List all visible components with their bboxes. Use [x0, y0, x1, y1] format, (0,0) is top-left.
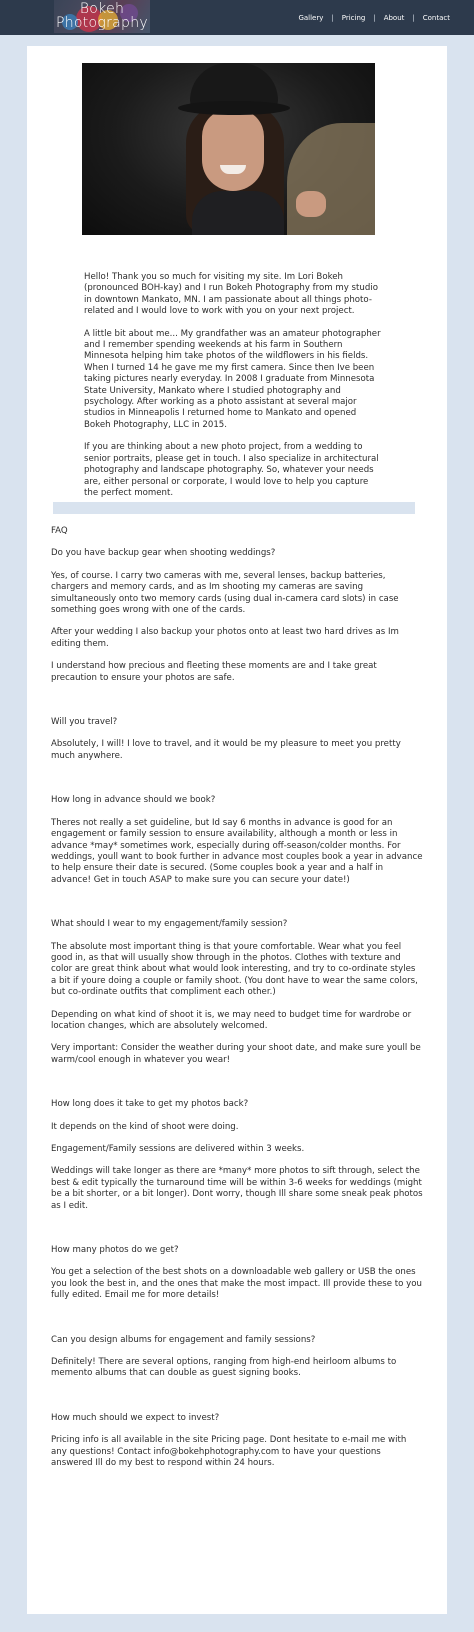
- faq-question: Will you travel?: [51, 717, 118, 728]
- faq-answer: Depending on what kind of shoot it is, we may need to budget time for wardrobe or location changes, which are absolutely welcomed.: [51, 1009, 412, 1031]
- logo-text-line2: Photography: [55, 15, 149, 31]
- faq-answer: Weddings will take longer as there are *many* more photos to sift through, select the best & edit typically the turnaround time will be within 3-6 weeks for weddings (might be a bit shorter, or a bit longer). Dont worry, though Ill share some sneak peak photos as I edit.: [51, 1166, 423, 1211]
- faq-question: How long does it take to get my photos back?: [51, 1099, 249, 1110]
- faq-answer: Absolutely, I will! I love to travel, and it would be my pleasure to meet you pretty much anywhere.: [51, 739, 401, 761]
- faq-answer: Pricing info is all available in the site Pricing page. Dont hesitate to e-mail me with any questions! Contact info@bokehphotography.com to have your questions answered Ill do my best to respond within 24 hours.: [51, 1435, 407, 1469]
- faq-item: [51, 795, 423, 886]
- intro-section: [84, 272, 384, 510]
- photo-face: [202, 109, 264, 191]
- intro-paragraph: If you are thinking about a new photo project, from a wedding to senior portraits, please get in touch. I also specialize in architectural photography and landscape photography. So, whatever your needs are, either personal or corporate, I would love to help you capture the perfect moment.: [84, 442, 379, 498]
- faq-answer: Very important: Consider the weather during your shoot date, and make sure youll be warm/cool enough in whatever you wear!: [51, 1043, 421, 1065]
- faq-section: [51, 526, 423, 1503]
- faq-question: How long in advance should we book?: [51, 795, 216, 806]
- faq-item: [51, 717, 423, 762]
- faq-answer: I understand how precious and fleeting these moments are and I take great precaution to ensure your photos are safe.: [51, 661, 377, 683]
- faq-answer: You get a selection of the best shots on a downloadable web gallery or USB the ones you look the best in, and the ones that make the most impact. Ill provide these to you fully edited. Email me for more details!: [51, 1267, 422, 1301]
- nav-separator: |: [331, 13, 334, 22]
- content-card: [27, 46, 447, 1614]
- photo-shirt: [192, 191, 284, 235]
- site-logo[interactable]: [54, 0, 150, 33]
- nav-link-pricing[interactable]: Pricing: [341, 13, 366, 22]
- faq-item: [51, 1335, 423, 1380]
- intro-paragraph: Hello! Thank you so much for visiting my site. Im Lori Bokeh (pronounced BOH-kay) and I run Bokeh Photography from my studio in downtown Mankato, MN. I am passionate about all things photo-related and I would love to work with you on your next project.: [84, 272, 378, 317]
- nav-links: [298, 0, 450, 35]
- nav-separator: |: [412, 13, 415, 22]
- nav-link-gallery[interactable]: Gallery: [298, 13, 324, 22]
- faq-answer: The absolute most important thing is that youre comfortable. Wear what you feel good in, as that will usually show through in the photos. Clothes with texture and color are great think about what would look interesting, and try to co-ordinate styles a bit if youre doing a couple or family shoot. (You dont have to wear the same colors, but co-ordinate outfits that compliment each other.): [51, 941, 418, 998]
- faq-question: Do you have backup gear when shooting weddings?: [51, 548, 276, 559]
- faq-question: What should I wear to my engagement/family session?: [51, 919, 288, 930]
- faq-answer: Yes, of course. I carry two cameras with me, several lenses, backup batteries, chargers and memory cards, and as Im shooting my cameras are saving simultaneously onto two memory cards (using dual in-camera card slots) in case something goes wrong with one of the cards.: [51, 570, 399, 616]
- faq-question: How much should we expect to invest?: [51, 1412, 220, 1423]
- faq-answer: Theres not really a set guideline, but Id say 6 months in advance is good for an engagement or family session to ensure availability, although a month or less in advance *may* sometimes work, especially during off-season/colder months. For weddings, youll want to book further in advance most couples book a year in advance to help ensure their date is secured. (Some couples book a year and a half in advance! Get in touch ASAP to make sure you can secure your date!): [51, 817, 423, 885]
- faq-answer: Engagement/Family sessions are delivered within 3 weeks.: [51, 1144, 305, 1154]
- faq-item: [51, 1413, 423, 1470]
- faq-answer: It depends on the kind of shoot were doing.: [51, 1121, 239, 1132]
- faq-answer: After your wedding I also backup your photos onto at least two hard drives as Im editing them.: [51, 627, 399, 649]
- faq-question: Can you design albums for engagement and family sessions?: [51, 1334, 316, 1345]
- faq-item: [51, 919, 423, 1066]
- faq-heading: FAQ: [51, 526, 68, 536]
- portrait-photo: [82, 63, 375, 235]
- faq-item: [51, 1245, 423, 1302]
- section-divider: [53, 502, 415, 514]
- photo-chair: [287, 123, 375, 235]
- faq-item: [51, 1099, 423, 1212]
- photo-hand: [296, 191, 326, 217]
- faq-item: [51, 548, 423, 684]
- faq-question: How many photos do we get?: [51, 1245, 179, 1256]
- faq-answer: Definitely! There are several options, ranging from high-end heirloom albums to memento albums that can double as guest signing books.: [51, 1357, 397, 1379]
- nav-separator: |: [373, 13, 376, 22]
- photo-hat-brim: [178, 101, 290, 115]
- nav-link-contact[interactable]: Contact: [422, 13, 450, 22]
- logo-text-line1: Bokeh: [79, 1, 125, 17]
- intro-paragraph: A little bit about me... My grandfather was an amateur photographer and I remember spending weekends at his farm in Southern Minnesota helping him take photos of the wildflowers in his fields. When I turned 14 he gave me my first camera. Since then Ive been taking pictures nearly everyday. In 2008 I graduate from Minnesota State University, Mankato where I studied photography and psychology. After working as a photo assistant at several major studios in Minneapolis I returned home to Mankato and opened Bokeh Photography, LLC in 2015.: [84, 328, 381, 430]
- nav-link-about[interactable]: About: [383, 13, 405, 22]
- top-navbar: [0, 0, 474, 35]
